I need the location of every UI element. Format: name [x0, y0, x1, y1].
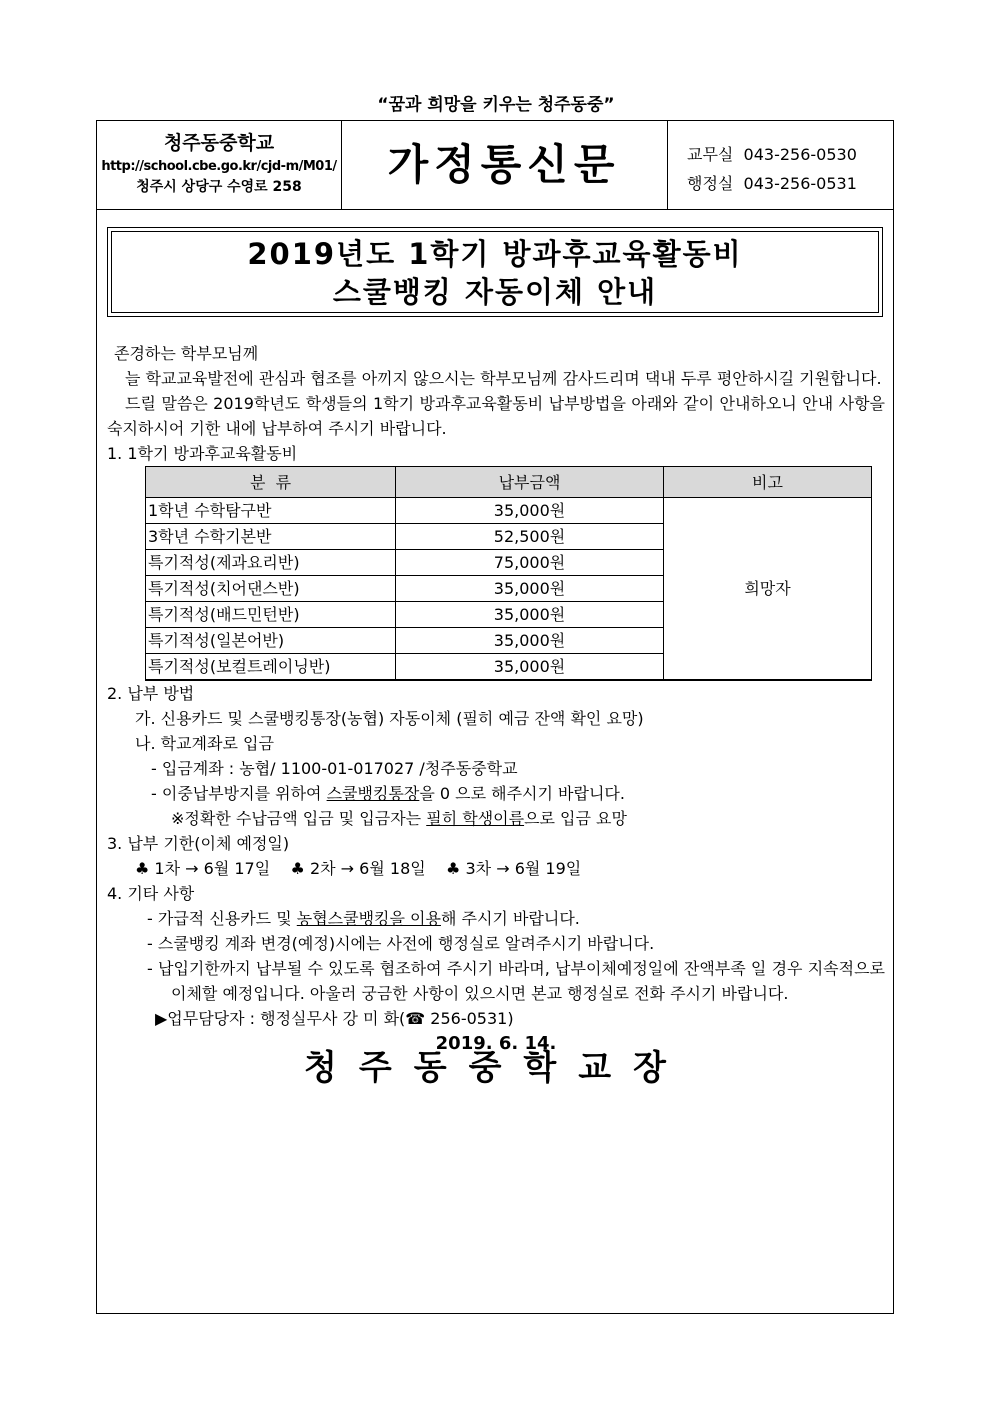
text-segment: 해 주시기 바랍니다. — [440, 909, 580, 928]
text-segment: - 이중납부방지를 위하여 — [151, 784, 327, 803]
fee-amount: 35,000원 — [396, 628, 664, 654]
greeting: 존경하는 학부모님께 — [114, 344, 259, 363]
contact-phones — [667, 121, 893, 209]
intro-paragraph: 늘 학교교육발전에 관심과 협조를 아끼지 않으시는 학부모님께 감사드리며 댁내 두루 평안하시길 기원합니다. — [125, 369, 882, 388]
fee-amount: 52,500원 — [396, 524, 664, 550]
fee-amount: 35,000원 — [396, 602, 664, 628]
issue-date: 2019. 6. 14. — [435, 1033, 557, 1054]
school-motto: “꿈과 희망을 키우는 청주동중” — [377, 95, 615, 115]
contact-line — [687, 142, 893, 165]
school-url[interactable]: http://school.cbe.go.kr/cjd-m/M01/ — [101, 159, 337, 174]
fee-table — [145, 466, 872, 681]
depositor-note — [107, 806, 885, 831]
fee-amount: 35,000원 — [396, 654, 664, 681]
fee-amount: 35,000원 — [396, 498, 664, 524]
school-info — [97, 121, 342, 209]
principal-signature: 청주동중학교장 — [304, 1048, 688, 1088]
notice-title — [111, 231, 879, 313]
column-header: 비고 — [664, 467, 872, 498]
fee-category: 3학년 수학기본반 — [146, 524, 396, 550]
fee-category: 1학년 수학탐구반 — [146, 498, 396, 524]
fee-category: 특기적성(배드민턴반) — [146, 602, 396, 628]
fee-category: 특기적성(치어댄스반) — [146, 576, 396, 602]
section-heading: 1. 1학기 방과후교육활동비 — [107, 444, 298, 463]
payment-schedule: ♣ 1차 → 6월 17일 ♣ 2차 → 6월 18일 ♣ 3차 → 6월 19일 — [135, 859, 582, 878]
fee-note: 희망자 — [664, 498, 872, 681]
payment-method-a: 가. 신용카드 및 스쿨뱅킹통장(농협) 자동이체 (필히 예금 잔액 확인 요망) — [135, 709, 644, 728]
section-heading: 3. 납부 기한(이체 예정일) — [107, 834, 290, 853]
contact-dept: 교무실 — [687, 145, 734, 164]
fee-category: 특기적성(일본어반) — [146, 628, 396, 654]
misc-item: - 납입기한까지 납부될 수 있도록 협조하여 주시기 바라며, 납부이체예정일에 잔액부족 일 경우 지속적으로 이체할 예정입니다. 아울러 궁금한 사항이 있으시면 본교 행정실로 전화 주시기 바랍니다. — [147, 959, 885, 1003]
underlined-text: 필히 학생이름 — [426, 809, 525, 828]
letter-body — [107, 341, 885, 1088]
fee-category: 특기적성(제과요리반) — [146, 550, 396, 576]
contact-line — [687, 171, 893, 194]
school-address: 청주시 상당구 수영로 258 — [136, 179, 302, 195]
misc-item: - 스쿨뱅킹 계좌 변경(예정)시에는 사전에 행정실로 알려주시기 바랍니다. — [147, 934, 655, 953]
contact-dept: 행정실 — [687, 174, 734, 193]
payment-method-b: 나. 학교계좌로 입금 — [135, 734, 274, 753]
table-header-row — [146, 467, 872, 498]
staff-contact: ▶업무담당자 : 행정실무사 강 미 화(☎ 256-0531) — [155, 1009, 514, 1028]
newsletter-frame — [96, 120, 894, 1314]
contact-phone: 043-256-0530 — [743, 145, 857, 164]
fee-category: 특기적성(보컬트레이닝반) — [146, 654, 396, 681]
column-header: 납부금액 — [396, 467, 664, 498]
misc-item — [107, 906, 885, 931]
section-heading: 4. 기타 사항 — [107, 884, 195, 903]
text-segment: - 가급적 신용카드 및 — [147, 909, 297, 928]
fee-amount: 35,000원 — [396, 576, 664, 602]
text-segment: 으로 입금 요망 — [524, 809, 627, 828]
text-segment: 을 0 으로 해주시기 바랍니다. — [419, 784, 625, 803]
column-header: 분 류 — [146, 467, 396, 498]
underlined-text: 농협스쿨뱅킹을 이용 — [296, 909, 441, 928]
section-heading: 2. 납부 방법 — [107, 684, 195, 703]
text-segment: ※정확한 수납금액 입금 및 입금자는 — [171, 809, 427, 828]
contact-phone: 043-256-0531 — [743, 174, 857, 193]
document-title: 가정통신문 — [341, 121, 668, 209]
duplicate-payment-note — [107, 781, 885, 806]
title-line-1: 2019년도 1학기 방과후교육활동비 — [247, 237, 743, 271]
title-line-2: 스쿨뱅킹 자동이체 안내 — [332, 275, 658, 309]
intro-paragraph: 드릴 말씀은 2019학년도 학생들의 1학기 방과후교육활동비 납부방법을 아래와 같이 안내하오니 안내 사항을 숙지하시어 기한 내에 납부하여 주시기 바랍니다. — [107, 394, 885, 438]
fee-amount: 75,000원 — [396, 550, 664, 576]
table-row — [146, 498, 872, 524]
account-info: - 입금계좌 : 농협/ 1100-01-017027 /청주동중학교 — [151, 759, 518, 778]
school-name: 청주동중학교 — [163, 132, 275, 154]
header — [97, 121, 893, 210]
underlined-text: 스쿨뱅킹통장 — [326, 784, 420, 803]
